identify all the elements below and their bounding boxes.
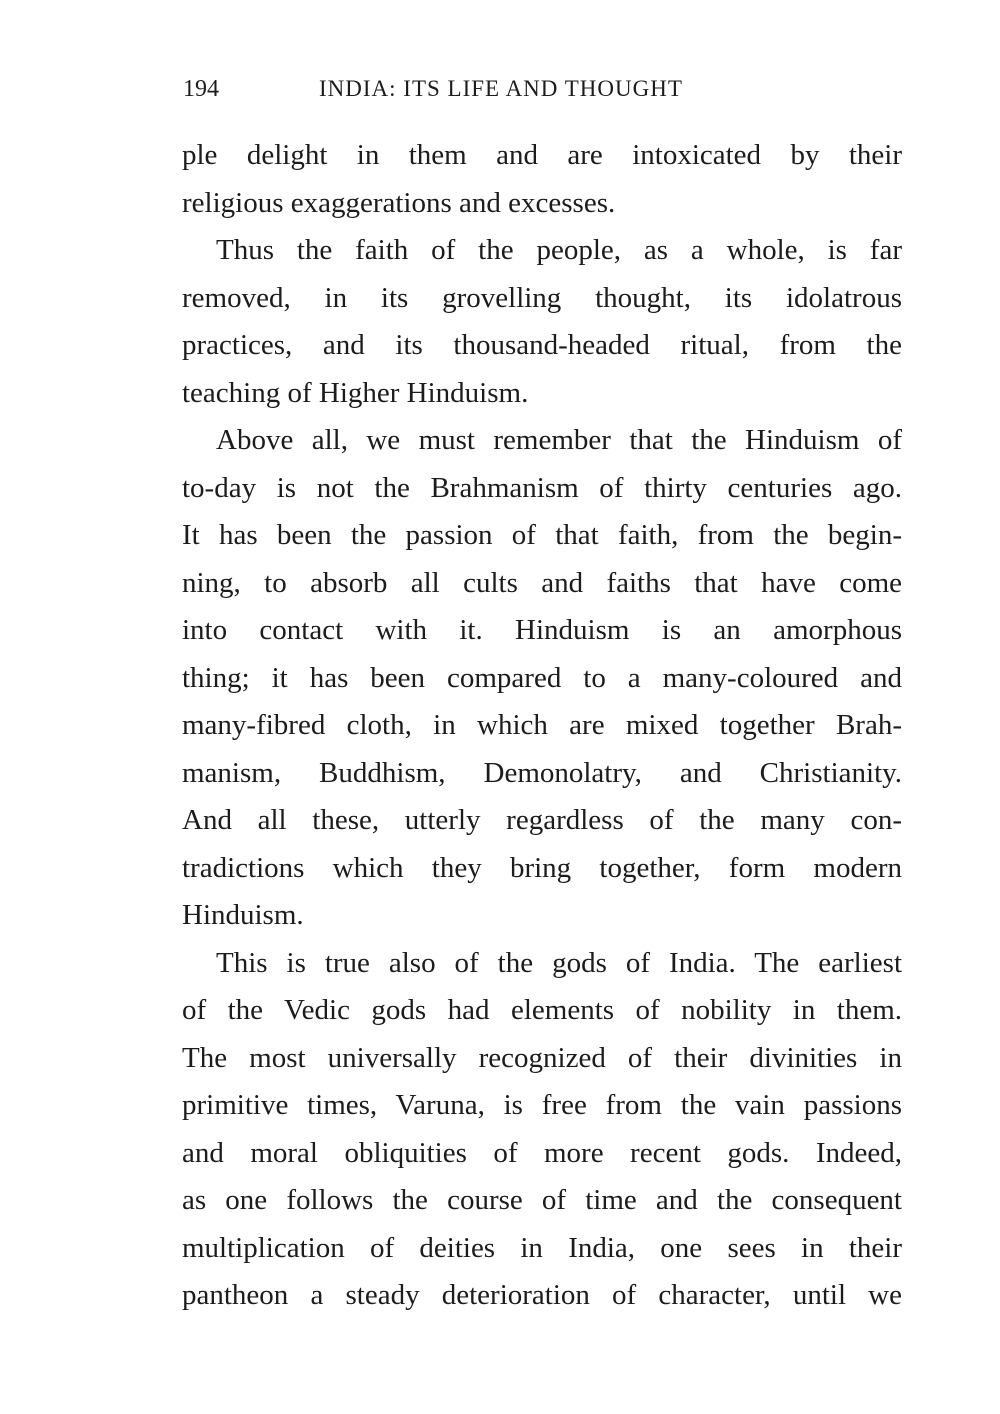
text-line: religious exaggerations and excesses.	[182, 186, 616, 219]
running-title: INDIA: ITS LIFE AND THOUGHT	[319, 76, 683, 101]
text-line: thing; it has been compared to a many-coloured and	[182, 661, 902, 694]
text-line: ning, to absorb all cults and faiths that have come	[182, 566, 902, 599]
text-line: teaching of Higher Hinduism.	[182, 376, 529, 409]
text-line: It has been the passion of that faith, from the begin-	[182, 519, 902, 551]
text-line: practices, and its thousand-headed ritual, from the	[182, 329, 902, 361]
paragraph-1	[182, 132, 902, 227]
text-line: into contact with it. Hinduism is an amorphous	[182, 614, 902, 646]
paragraph-2	[182, 227, 902, 417]
text-line: ple delight in them and are intoxicated by their	[182, 139, 902, 171]
text-line: removed, in its grovelling thought, its idolatrous	[182, 281, 902, 314]
text-line: and moral obliquities of more recent gods. Indeed,	[182, 1136, 902, 1169]
paragraph-3	[182, 417, 902, 940]
text-line: pantheon a steady deterioration of character, until we	[182, 1279, 902, 1311]
text-line: multiplication of deities in India, one sees in their	[182, 1231, 902, 1264]
text-line: tradictions which they bring together, form modern	[182, 851, 902, 884]
text-line: The most universally recognized of their divinities in	[182, 1041, 902, 1074]
text-line: Hinduism.	[182, 899, 304, 931]
text-line: to-day is not the Brahmanism of thirty centuries ago.	[182, 471, 902, 504]
running-head	[183, 76, 903, 112]
body-text	[182, 132, 902, 1320]
text-line: primitive times, Varuna, is free from the vain passions	[182, 1089, 902, 1121]
text-line: Above all, we must remember that the Hinduism of	[216, 424, 902, 456]
text-line: of the Vedic gods had elements of nobility in them.	[182, 994, 902, 1026]
text-line: Thus the faith of the people, as a whole, is far	[216, 234, 902, 266]
text-line: many-fibred cloth, in which are mixed together Brah-	[182, 709, 902, 741]
text-line: And all these, utterly regardless of the many con-	[182, 804, 902, 836]
text-line: This is true also of the gods of India. The earliest	[216, 946, 902, 979]
page-number: 194	[183, 76, 219, 102]
paragraph-4	[182, 940, 902, 1320]
text-line: as one follows the course of time and the consequent	[182, 1184, 902, 1216]
text-line: manism, Buddhism, Demonolatry, and Christianity.	[182, 756, 902, 789]
